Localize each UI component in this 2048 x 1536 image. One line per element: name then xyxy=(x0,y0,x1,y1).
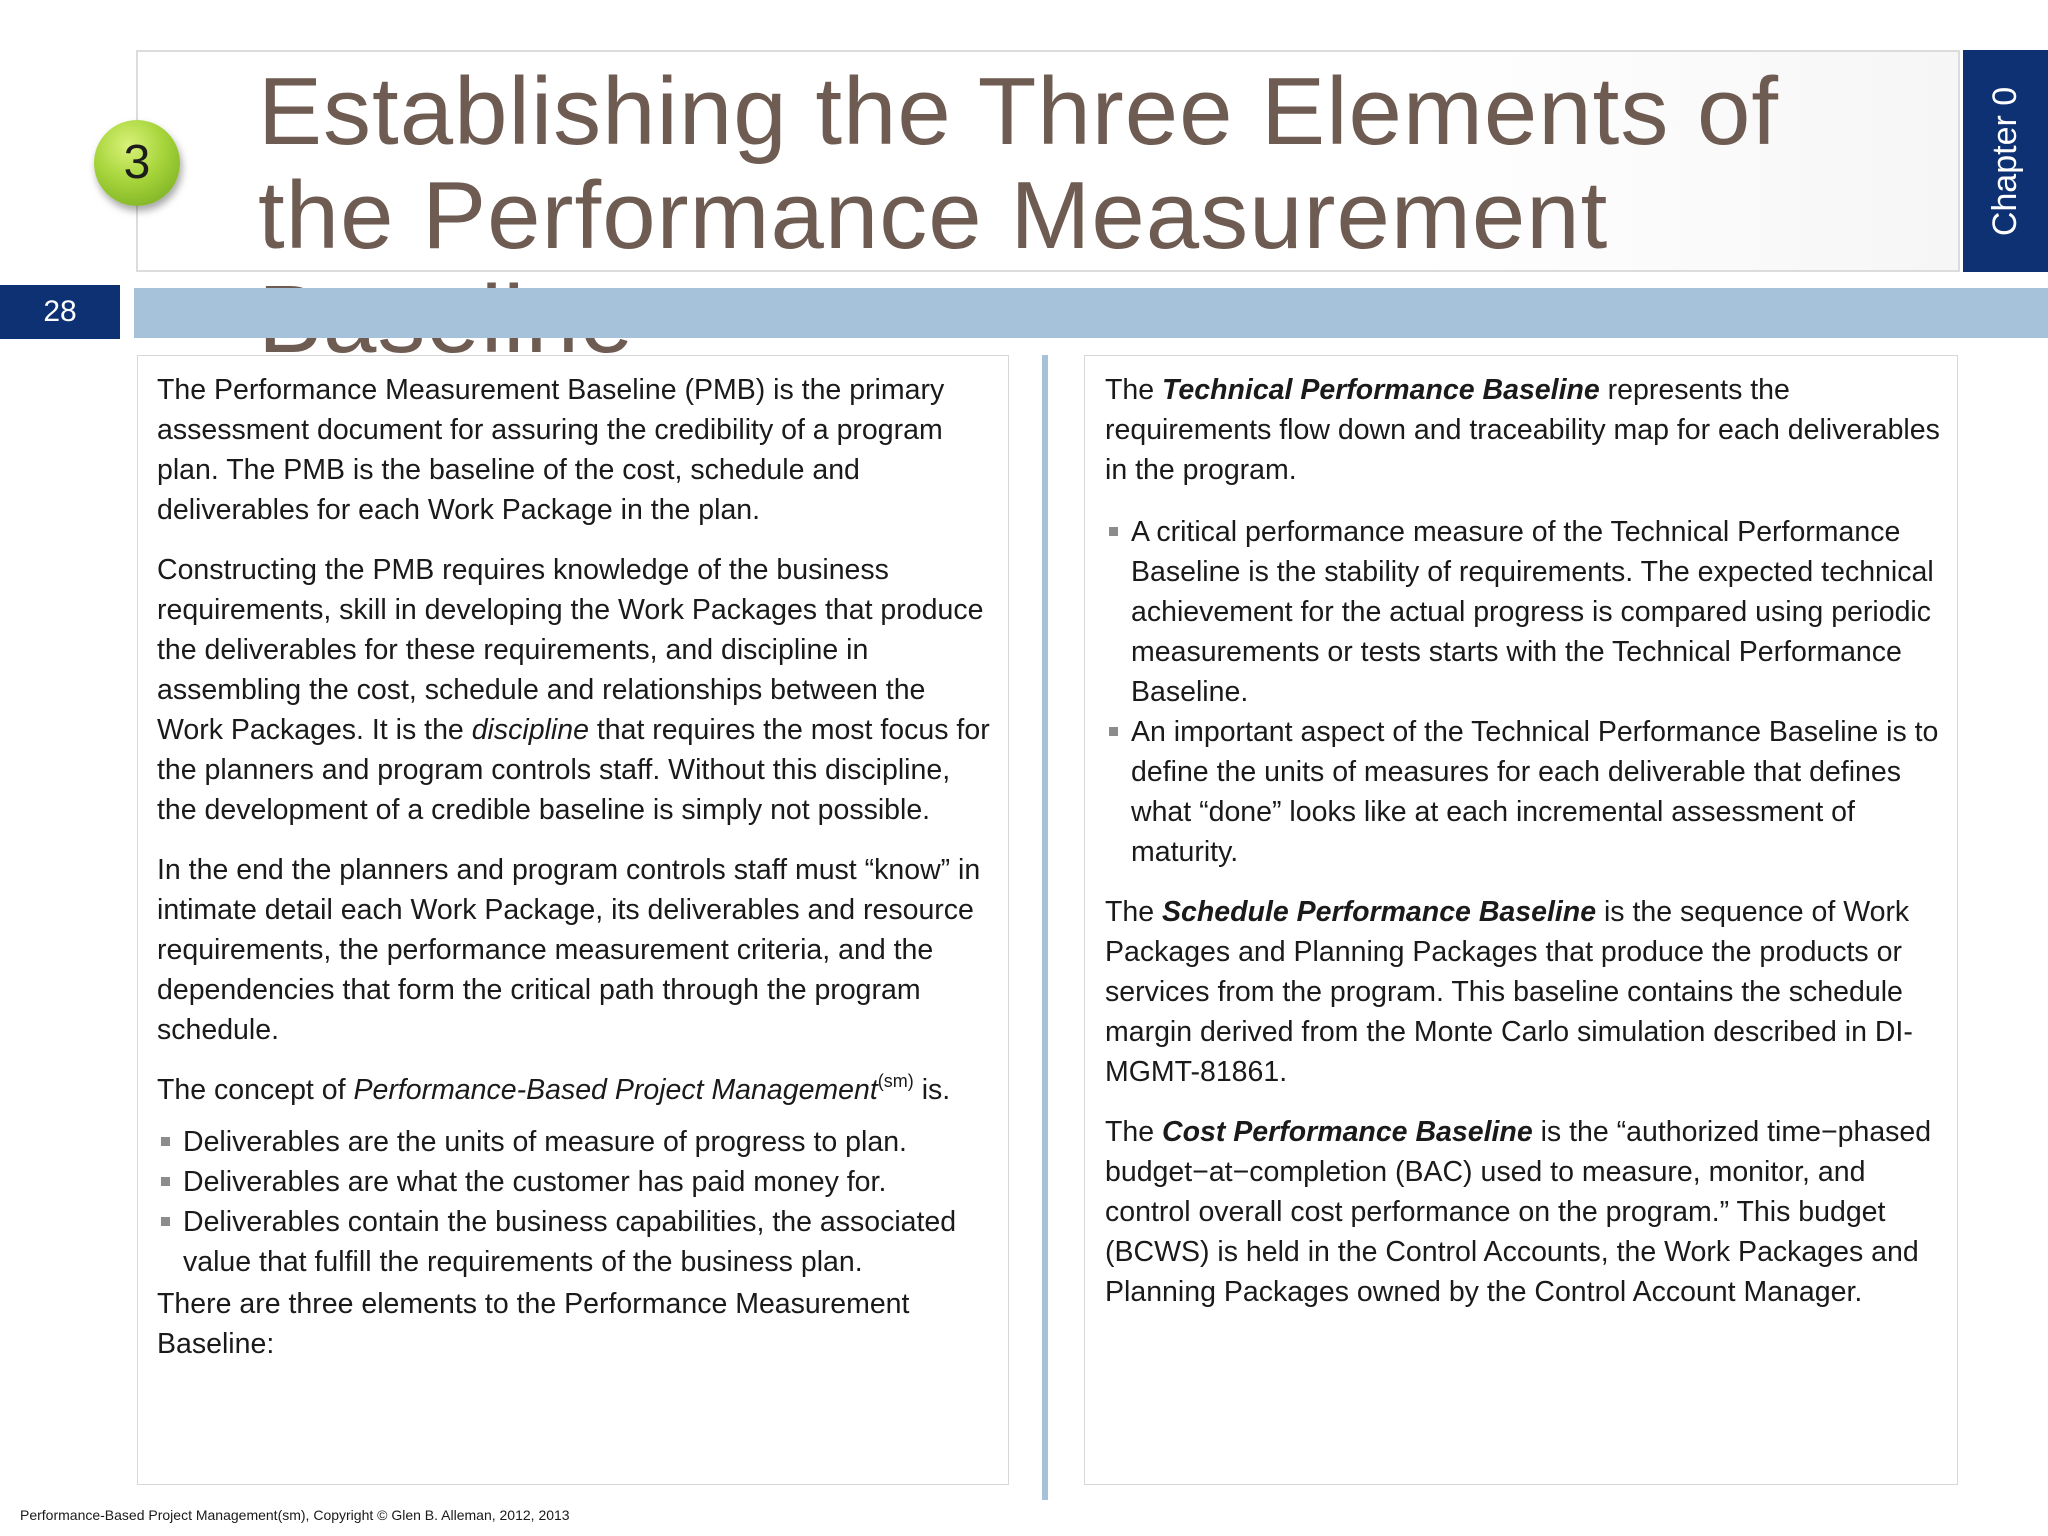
list-item: Deliverables are what the customer has paid money for. xyxy=(157,1162,997,1202)
tpb-text-b: represents the requirements flow down and traceability map for each deliverables in the program. xyxy=(1105,374,1940,486)
cpb-text-a: The xyxy=(1105,1116,1163,1148)
list-item: Deliverables are the units of measure of progress to plan. xyxy=(157,1122,997,1162)
spb-text-b: is the sequence of Work Packages and Planning Packages that produce the products or services from the program. This baseline contains the schedule margin derived from the Monte Carlo simulation described in DI-MGMT-81861. xyxy=(1105,896,1913,1088)
tpb-text-a: The xyxy=(1105,374,1163,406)
concept-paragraph xyxy=(157,1070,997,1110)
tpb-term: Technical Performance Baseline xyxy=(1162,374,1600,406)
service-mark: (sm) xyxy=(877,1071,914,1091)
header-band xyxy=(134,288,2048,338)
spb-text-a: The xyxy=(1105,896,1163,928)
step-number: 3 xyxy=(123,135,151,189)
chapter-tab xyxy=(1963,50,2048,272)
constructing-pmb-paragraph xyxy=(157,550,997,830)
constructing-text-a: Constructing the PMB requires knowledge of the business requirements, skill in developing the Work Packages that produce the deliverables for these requirements, and discipline in assembling the cost, schedule and relationships between the Work Packages. It is the xyxy=(157,554,984,746)
planners-paragraph: In the end the planners and program controls staff must “know” in intimate detail each Work Package, its deliverables and resource requirements, the performance measurement criteria, and the dependencies that form the critical path through the program schedule. xyxy=(157,854,981,1046)
list-item: An important aspect of the Technical Performance Baseline is to define the units of measures for each deliverable that defines what “done” looks like at each incremental assessment of maturity. xyxy=(1105,712,1945,872)
deliverables-list xyxy=(157,1122,997,1282)
step-number-badge xyxy=(94,120,180,206)
column-divider xyxy=(1042,355,1048,1500)
constructing-text-b: that requires the most focus for the planners and program controls staff. Without this discipline, the development of a credible baseline is simply not possible. xyxy=(157,714,990,826)
cpb-text-b: is the “authorized time−phased budget−at−completion (BAC) used to measure, monitor, and control overall cost performance on the program.” This budget (BCWS) is held in the Control Accounts, the Work Packages and Planning Packages owned by the Control Account Manager. xyxy=(1105,1116,1932,1308)
right-column-text xyxy=(1105,370,1945,1332)
pmb-intro-paragraph: The Performance Measurement Baseline (PMB) is the primary assessment document for assuring the credibility of a program plan. The PMB is the baseline of the cost, schedule and deliverables for each Work Package in the plan. xyxy=(157,374,945,526)
discipline-emphasis: discipline xyxy=(471,714,589,746)
left-column-text xyxy=(157,370,997,1384)
schedule-baseline-paragraph xyxy=(1105,892,1945,1092)
cost-baseline-paragraph xyxy=(1105,1112,1945,1312)
concept-text-b: is. xyxy=(913,1074,951,1106)
copyright-footer: Performance-Based Project Management(sm), Copyright © Glen B. Alleman, 2012, 2013 xyxy=(20,1507,570,1523)
technical-baseline-paragraph xyxy=(1105,370,1945,490)
spb-term: Schedule Performance Baseline xyxy=(1162,896,1597,928)
concept-text-a: The concept of xyxy=(157,1074,354,1106)
page-number: 28 xyxy=(0,285,120,339)
list-item: Deliverables contain the business capabilities, the associated value that fulfill the requirements of the business plan. xyxy=(157,1202,997,1282)
technical-baseline-list xyxy=(1105,512,1945,872)
cpb-term: Cost Performance Baseline xyxy=(1162,1116,1533,1148)
pbpm-emphasis: Performance-Based Project Management xyxy=(353,1074,878,1106)
chapter-label: Chapter 0 xyxy=(1986,86,2025,236)
three-elements-paragraph: There are three elements to the Performance Measurement Baseline: xyxy=(157,1288,910,1360)
slide-title: Establishing the Three Elements of the Performance Measurement xyxy=(258,58,1780,269)
list-item: A critical performance measure of the Technical Performance Baseline is the stability of requirements. The expected technical achievement for the actual progress is compared using periodic measurements or tests starts with the Technical Performance Baseline. xyxy=(1105,512,1945,712)
